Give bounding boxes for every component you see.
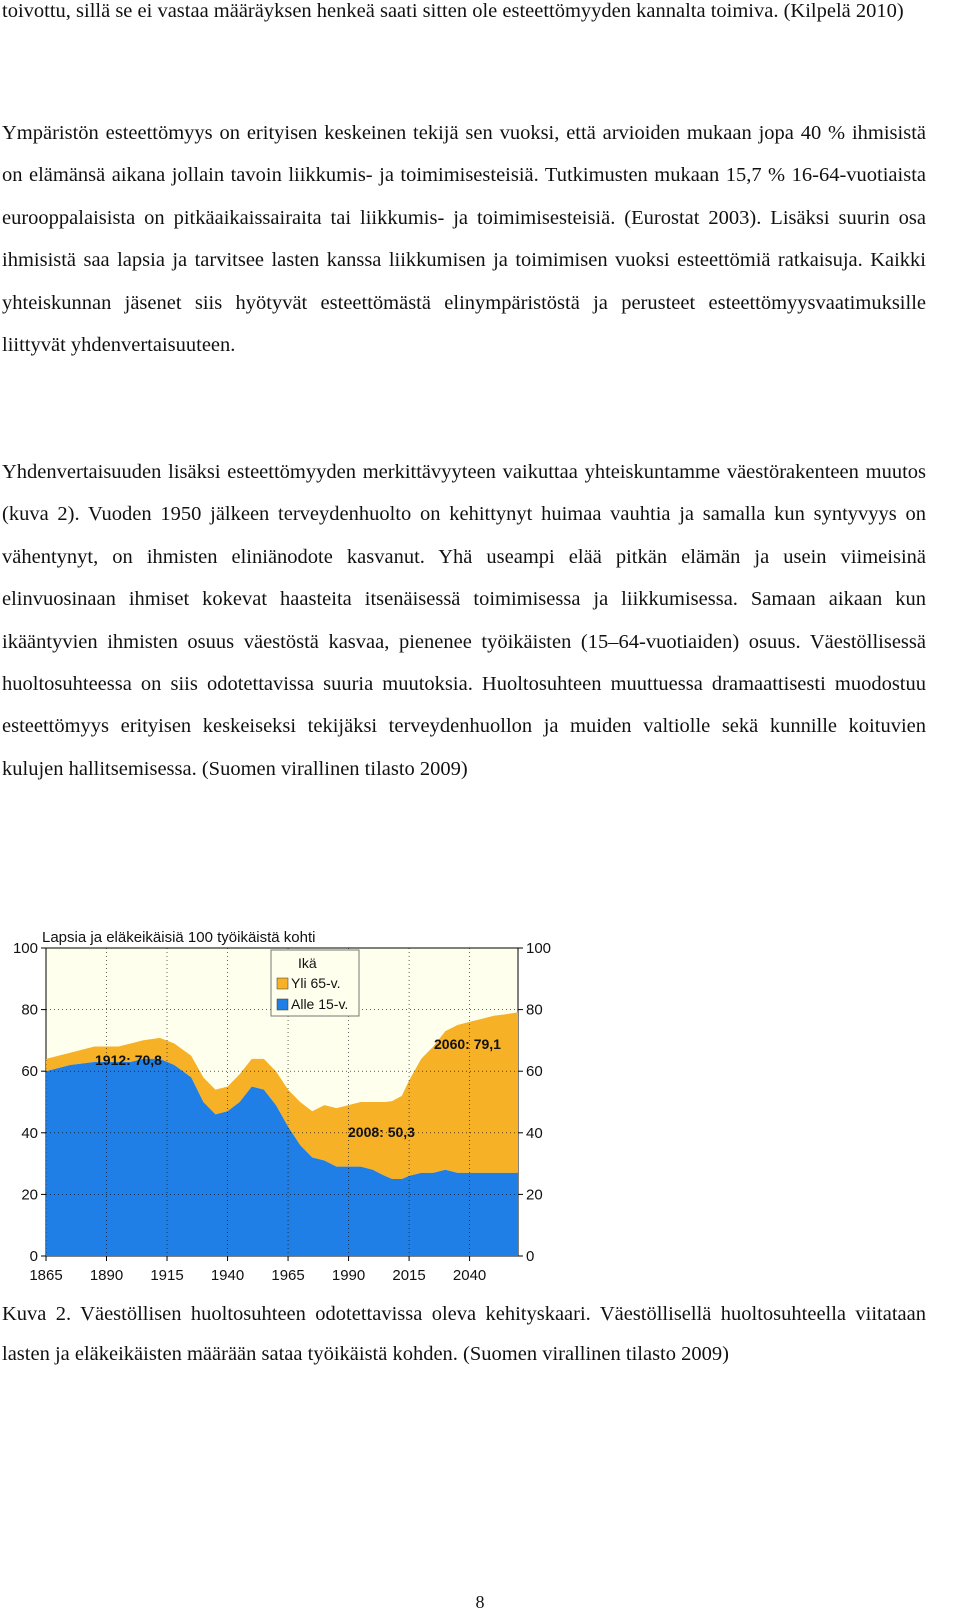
legend [271,950,359,1016]
y-tick-label-left: 20 [21,1186,38,1204]
y-tick-label-right: 40 [526,1124,543,1142]
y-tick-label-left: 60 [21,1063,38,1081]
x-tick-label: 2040 [452,1267,487,1284]
paragraph-1: toivottu, sillä se ei vastaa määräyksen henkeä saati sitten ole esteettömyyden kannalta toimiva. (Kilpelä 2010) [2,0,904,22]
legend-label-over65: Yli 65-v. [291,975,341,991]
y-tick-label-left: 0 [29,1248,38,1265]
annotation-2008: 2008: 50,3 [348,1124,415,1140]
figure-caption: Kuva 2. Väestöllisen huoltosuhteen odotettavissa oleva kehityskaari. Väestöllisellä huoltosuhteella viitataan lasten ja eläkeikäisten määrään sataa työikäistä kohden. (Suomen virallinen tilasto 2009) [2,1303,926,1365]
paragraph-2: Ympäristön esteettömyys on erityisen keskeinen tekijä sen vuoksi, että arvioiden mukaan jopa 40 % ihmisistä on elämänsä aikana jollain tavoin liikkumis- ja toimimisesteisiä. Tutkimusten mukaan 15,7 % 16-64-vuotiaista eurooppalaisista on pitkäaikaissairaita tai liikkumis- ja toimimisesteisiä. (Eurostat 2003). Lisäksi suurin osa ihmisistä saa lapsia ja tarvitsee lasten kanssa liikkumisen ja toimimisen vuoksi esteettömiä ratkaisuja. Kaikki yhteiskunnan jäsenet siis hyötyvät esteettömästä elinympäristöstä ja perusteet esteettömyysvaatimuksille liittyvät yhdenvertaisuuteen. [2,122,926,357]
y-tick-label-left: 100 [12,940,38,957]
x-tick-label: 1915 [150,1267,184,1284]
y-tick-label-right: 20 [526,1186,543,1204]
x-tick-label: 1990 [331,1267,366,1284]
annotation-2060: 2060: 79,1 [434,1036,501,1052]
x-tick-label: 1890 [89,1267,124,1284]
chart-title: Lapsia ja eläkeikäisiä 100 työikäistä kohti [42,929,316,946]
y-tick-label-right: 80 [526,1001,543,1019]
page-number: 8 [475,1592,485,1612]
y-tick-label-right: 100 [526,940,552,957]
x-tick-label: 1940 [210,1267,245,1284]
annotation-1912: 1912: 70,8 [95,1052,162,1068]
x-tick-label: 1865 [29,1267,63,1284]
x-tick-label: 2015 [392,1267,426,1284]
x-tick-label: 1965 [271,1267,305,1284]
dependency-ratio-chart [0,918,560,1290]
y-tick-label-left: 80 [21,1001,38,1019]
legend-swatch-under15 [277,999,288,1010]
y-tick-label-right: 60 [526,1063,543,1081]
y-tick-label-right: 0 [526,1248,535,1265]
y-tick-label-left: 40 [21,1124,38,1142]
legend-swatch-over65 [277,978,288,989]
legend-label-under15: Alle 15-v. [291,996,349,1012]
paragraph-3: Yhdenvertaisuuden lisäksi esteettömyyden merkittävyyteen vaikuttaa yhteiskuntamme väestörakenteen muutos (kuva 2). Vuoden 1950 jälkeen terveydenhuolto on kehittynyt huimaa vauhtia ja samalla kun syntyvyys on vähentynyt, on ihmisten eliniänodote kasvanut. Yhä useampi elää pitkän elämän ja usein viimeisinä elinvuosinaan ihmiset kokevat haasteita itsenäisessä toimimisessa ja liikkumisessa. Samaan aikaan kun ikääntyvien ihmisten osuus väestöstä kasvaa, pienenee työikäisten (15–64-vuotiaiden) osuus. Väestöllisessä huoltosuhteessa on siis odotettavissa suuria muutoksia. Huoltosuhteen muuttuessa dramaattisesti muodostuu esteettömyys erityisen keskeiseksi tekijäksi terveydenhuollon ja muiden valtiolle sekä kunnille koituvien kulujen hallitsemisessa. (Suomen virallinen tilasto 2009) [2,461,926,780]
legend-title: Ikä [298,955,317,971]
